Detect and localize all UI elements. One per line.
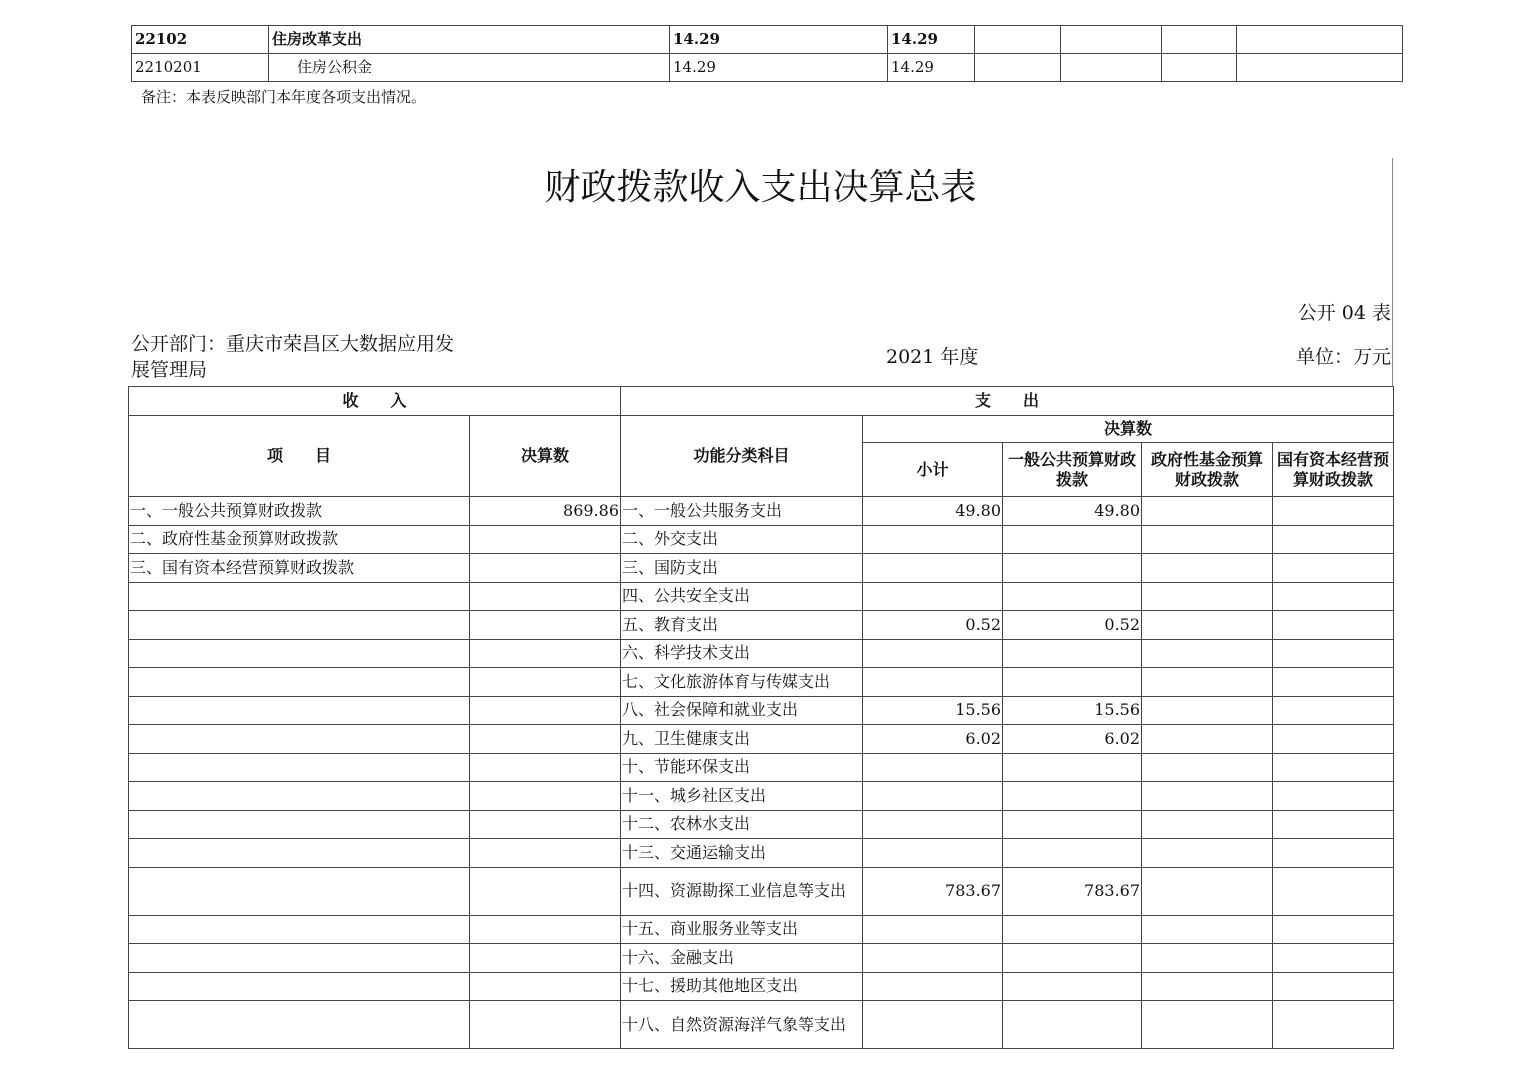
income-item-cell: 三、国有资本经营预算财政拨款 bbox=[129, 554, 470, 583]
income-amount-cell bbox=[470, 753, 621, 782]
state-capital-header: 国有资本经营预算财政拨款 bbox=[1273, 443, 1394, 497]
income-item-cell bbox=[129, 639, 470, 668]
income-amount-cell bbox=[470, 839, 621, 868]
top-empty-cell bbox=[1162, 26, 1237, 54]
general-budget-cell bbox=[1003, 525, 1142, 554]
income-amount-cell bbox=[470, 611, 621, 640]
gov-fund-cell bbox=[1142, 582, 1273, 611]
income-item-cell bbox=[129, 696, 470, 725]
table-row bbox=[129, 839, 1394, 868]
income-amount-cell bbox=[470, 668, 621, 697]
general-budget-cell bbox=[1003, 1001, 1142, 1049]
subtotal-cell bbox=[863, 782, 1003, 811]
func-item-cell: 三、国防支出 bbox=[621, 554, 863, 583]
income-item-cell bbox=[129, 725, 470, 754]
income-item-cell bbox=[129, 782, 470, 811]
subtotal-cell: 49.80 bbox=[863, 497, 1003, 526]
subtotal-cell bbox=[863, 639, 1003, 668]
state-capital-cell bbox=[1273, 839, 1394, 868]
state-capital-cell bbox=[1273, 639, 1394, 668]
department-label: 公开部门：重庆市荣昌区大数据应用发展管理局 bbox=[131, 333, 455, 381]
state-capital-cell bbox=[1273, 554, 1394, 583]
state-capital-cell bbox=[1273, 782, 1394, 811]
income-amount-cell bbox=[470, 696, 621, 725]
general-budget-cell bbox=[1003, 810, 1142, 839]
table-row bbox=[129, 1001, 1394, 1049]
gov-fund-cell bbox=[1142, 725, 1273, 754]
top-empty-cell bbox=[1061, 54, 1162, 82]
continuation-row bbox=[132, 26, 1403, 54]
table-row bbox=[129, 725, 1394, 754]
income-amount-cell bbox=[470, 972, 621, 1001]
gov-fund-cell bbox=[1142, 611, 1273, 640]
general-budget-cell: 783.67 bbox=[1003, 867, 1142, 915]
income-item-cell bbox=[129, 944, 470, 973]
top-code-cell: 2210201 bbox=[132, 54, 269, 82]
expense-header: 支 出 bbox=[621, 387, 1394, 416]
top-empty-cell bbox=[1237, 54, 1403, 82]
subtotal-cell bbox=[863, 525, 1003, 554]
page-title: 财政拨款收入支出决算总表 bbox=[544, 167, 977, 208]
subtotal-cell bbox=[863, 839, 1003, 868]
subtotal-cell bbox=[863, 753, 1003, 782]
gov-fund-cell bbox=[1142, 915, 1273, 944]
state-capital-cell bbox=[1273, 867, 1394, 915]
income-item-cell bbox=[129, 582, 470, 611]
income-amount-cell bbox=[470, 944, 621, 973]
state-capital-cell bbox=[1273, 668, 1394, 697]
func-item-cell: 八、社会保障和就业支出 bbox=[621, 696, 863, 725]
income-amount-cell bbox=[470, 582, 621, 611]
func-item-cell: 一、一般公共服务支出 bbox=[621, 497, 863, 526]
income-amount-cell bbox=[470, 1001, 621, 1049]
continuation-row bbox=[132, 54, 1403, 82]
top-name-cell: 住房公积金 bbox=[269, 54, 670, 82]
state-capital-cell bbox=[1273, 972, 1394, 1001]
state-capital-cell bbox=[1273, 810, 1394, 839]
func-item-cell: 十七、援助其他地区支出 bbox=[621, 972, 863, 1001]
state-capital-cell bbox=[1273, 944, 1394, 973]
state-capital-cell bbox=[1273, 582, 1394, 611]
gov-fund-cell bbox=[1142, 782, 1273, 811]
general-budget-cell: 6.02 bbox=[1003, 725, 1142, 754]
table-row bbox=[129, 497, 1394, 526]
table-row bbox=[129, 696, 1394, 725]
finance-summary-table bbox=[128, 386, 1394, 1049]
state-capital-cell bbox=[1273, 696, 1394, 725]
gov-fund-cell bbox=[1142, 1001, 1273, 1049]
income-item-cell bbox=[129, 839, 470, 868]
func-item-cell: 四、公共安全支出 bbox=[621, 582, 863, 611]
func-item-cell: 十一、城乡社区支出 bbox=[621, 782, 863, 811]
table-row bbox=[129, 753, 1394, 782]
general-budget-cell: 49.80 bbox=[1003, 497, 1142, 526]
func-item-cell: 五、教育支出 bbox=[621, 611, 863, 640]
income-item-cell bbox=[129, 668, 470, 697]
subtotal-cell: 6.02 bbox=[863, 725, 1003, 754]
top-empty-cell bbox=[975, 54, 1061, 82]
gov-fund-cell bbox=[1142, 839, 1273, 868]
top-value-cell: 14.29 bbox=[888, 26, 975, 54]
top-value-cell: 14.29 bbox=[888, 54, 975, 82]
income-item-cell bbox=[129, 915, 470, 944]
gov-fund-cell bbox=[1142, 554, 1273, 583]
top-empty-cell bbox=[1061, 26, 1162, 54]
income-header: 收 入 bbox=[129, 387, 621, 416]
income-item-cell bbox=[129, 867, 470, 915]
income-amount-cell bbox=[470, 554, 621, 583]
income-item-cell bbox=[129, 1001, 470, 1049]
top-empty-cell bbox=[1162, 54, 1237, 82]
fiscal-year: 2021 年度 bbox=[886, 346, 979, 368]
general-budget-cell bbox=[1003, 668, 1142, 697]
table-row bbox=[129, 972, 1394, 1001]
top-value-cell: 14.29 bbox=[670, 54, 888, 82]
item-header: 项 目 bbox=[129, 416, 470, 497]
income-item-cell bbox=[129, 972, 470, 1001]
subtotal-header: 小计 bbox=[863, 443, 1003, 497]
func-item-cell: 十三、交通运输支出 bbox=[621, 839, 863, 868]
table-row bbox=[129, 611, 1394, 640]
subtotal-cell bbox=[863, 582, 1003, 611]
table-row bbox=[129, 639, 1394, 668]
func-item-cell: 十、节能环保支出 bbox=[621, 753, 863, 782]
income-item-cell bbox=[129, 611, 470, 640]
general-budget-cell bbox=[1003, 639, 1142, 668]
state-capital-cell bbox=[1273, 1001, 1394, 1049]
top-empty-cell bbox=[1237, 26, 1403, 54]
func-item-cell: 七、文化旅游体育与传媒支出 bbox=[621, 668, 863, 697]
income-item-cell bbox=[129, 810, 470, 839]
page-edge-line bbox=[1392, 158, 1393, 386]
table-row bbox=[129, 810, 1394, 839]
func-header: 功能分类科目 bbox=[621, 416, 863, 497]
amount-header: 决算数 bbox=[470, 416, 621, 497]
func-item-cell: 十八、自然资源海洋气象等支出 bbox=[621, 1001, 863, 1049]
general-budget-cell bbox=[1003, 972, 1142, 1001]
table-row bbox=[129, 867, 1394, 915]
income-amount-cell: 869.86 bbox=[470, 497, 621, 526]
continuation-table bbox=[131, 25, 1403, 82]
table-number: 公开 04 表 bbox=[1297, 302, 1391, 324]
gov-fund-cell bbox=[1142, 810, 1273, 839]
general-budget-cell bbox=[1003, 944, 1142, 973]
func-item-cell: 六、科学技术支出 bbox=[621, 639, 863, 668]
general-budget-cell bbox=[1003, 554, 1142, 583]
income-amount-cell bbox=[470, 525, 621, 554]
table-row bbox=[129, 554, 1394, 583]
general-budget-header: 一般公共预算财政拨款 bbox=[1003, 443, 1142, 497]
subtotal-cell bbox=[863, 944, 1003, 973]
top-empty-cell bbox=[975, 26, 1061, 54]
subtotal-cell: 0.52 bbox=[863, 611, 1003, 640]
top-code-cell: 22102 bbox=[132, 26, 269, 54]
income-amount-cell bbox=[470, 867, 621, 915]
gov-fund-cell bbox=[1142, 525, 1273, 554]
gov-fund-cell bbox=[1142, 753, 1273, 782]
gov-fund-cell bbox=[1142, 696, 1273, 725]
gov-fund-cell bbox=[1142, 639, 1273, 668]
income-item-cell: 二、政府性基金预算财政拨款 bbox=[129, 525, 470, 554]
general-budget-cell bbox=[1003, 782, 1142, 811]
subtotal-cell bbox=[863, 915, 1003, 944]
subtotal-cell bbox=[863, 668, 1003, 697]
table-row bbox=[129, 525, 1394, 554]
unit-label: 单位：万元 bbox=[1295, 346, 1391, 368]
final-header: 决算数 bbox=[863, 416, 1394, 443]
subtotal-cell bbox=[863, 972, 1003, 1001]
income-amount-cell bbox=[470, 639, 621, 668]
general-budget-cell: 15.56 bbox=[1003, 696, 1142, 725]
state-capital-cell bbox=[1273, 497, 1394, 526]
general-budget-cell bbox=[1003, 582, 1142, 611]
gov-fund-header: 政府性基金预算财政拨款 bbox=[1142, 443, 1273, 497]
general-budget-cell bbox=[1003, 915, 1142, 944]
func-item-cell: 十四、资源勘探工业信息等支出 bbox=[621, 867, 863, 915]
income-amount-cell bbox=[470, 810, 621, 839]
func-item-cell: 十五、商业服务业等支出 bbox=[621, 915, 863, 944]
gov-fund-cell bbox=[1142, 668, 1273, 697]
table-row bbox=[129, 944, 1394, 973]
subtotal-cell bbox=[863, 554, 1003, 583]
general-budget-cell bbox=[1003, 753, 1142, 782]
income-amount-cell bbox=[470, 782, 621, 811]
gov-fund-cell bbox=[1142, 944, 1273, 973]
subtotal-cell: 783.67 bbox=[863, 867, 1003, 915]
gov-fund-cell bbox=[1142, 867, 1273, 915]
state-capital-cell bbox=[1273, 611, 1394, 640]
income-amount-cell bbox=[470, 915, 621, 944]
gov-fund-cell bbox=[1142, 972, 1273, 1001]
general-budget-cell bbox=[1003, 839, 1142, 868]
func-item-cell: 十六、金融支出 bbox=[621, 944, 863, 973]
state-capital-cell bbox=[1273, 753, 1394, 782]
func-item-cell: 十二、农林水支出 bbox=[621, 810, 863, 839]
subtotal-cell bbox=[863, 1001, 1003, 1049]
subtotal-cell bbox=[863, 810, 1003, 839]
income-amount-cell bbox=[470, 725, 621, 754]
state-capital-cell bbox=[1273, 725, 1394, 754]
subtotal-cell: 15.56 bbox=[863, 696, 1003, 725]
table-row bbox=[129, 668, 1394, 697]
income-item-cell bbox=[129, 753, 470, 782]
table-row bbox=[129, 582, 1394, 611]
state-capital-cell bbox=[1273, 525, 1394, 554]
func-item-cell: 九、卫生健康支出 bbox=[621, 725, 863, 754]
income-item-cell: 一、一般公共预算财政拨款 bbox=[129, 497, 470, 526]
general-budget-cell: 0.52 bbox=[1003, 611, 1142, 640]
table-row bbox=[129, 915, 1394, 944]
state-capital-cell bbox=[1273, 915, 1394, 944]
table-row bbox=[129, 782, 1394, 811]
gov-fund-cell bbox=[1142, 497, 1273, 526]
top-value-cell: 14.29 bbox=[670, 26, 888, 54]
table-note: 备注：本表反映部门本年度各项支出情况。 bbox=[141, 88, 427, 106]
func-item-cell: 二、外交支出 bbox=[621, 525, 863, 554]
top-name-cell: 住房改革支出 bbox=[269, 26, 670, 54]
